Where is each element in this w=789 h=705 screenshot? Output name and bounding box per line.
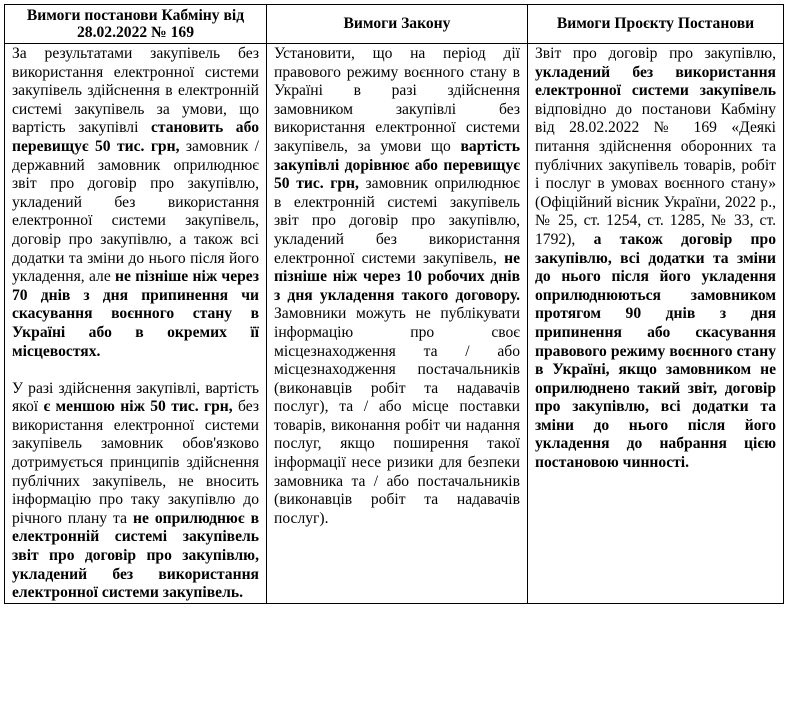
bold-text-run: а також договір про закупівлю, всі додатки та зміни до нього після його укладення оприлюднюються замовником протягом 90 днів з дня припинення або скасування правового режиму воєнного стану в Україні, якщо замовником не оприлюднено такий звіт, договір про закупівлю, всі додатки та зміни до нього після його укладення до набрання цією постановою чинності. xyxy=(535,230,776,472)
bold-text-run: становить або перевищує 50 тис. грн, xyxy=(12,119,259,155)
draft-paragraph xyxy=(535,45,776,473)
text-run: За результатами закупівель без використання електронної системи закупівель здійснення в електронній системі закупівель за умови, що вартість закупівлі xyxy=(12,45,259,137)
header-row xyxy=(5,5,784,44)
text-run: замовник / державний замовник оприлюднює звіт про договір про закупівлю, укладений без використання електронної системи закупівель, договір про закупівлю, а також всі додатки та зміни до нього після його укладення, але xyxy=(12,137,259,286)
comparison-table xyxy=(4,4,784,604)
cell-cabinet-resolution xyxy=(5,44,267,604)
bold-text-run: укладений без використання електронної системи закупівель xyxy=(535,63,776,100)
text-run: Установити, що на період дії правового режиму воєнного стану в Україні в разі здійснення замовником закупівлі без використання електронної системи закупівель, за умови що xyxy=(274,45,520,155)
text-run: Замовники можуть не публікувати інформацію про своє місцезнаходження та / або місцезнаходження постачальників (виконавців робіт та надавачів послуг), та / або місце поставки товарів, виконання робіт чи надання послуг, якщо поширення такої інформації несе ризики для безпеки замовника та / або постачальників (виконавців робіт та надавачів послуг). xyxy=(274,305,520,527)
text-run: без використання електронної системи закупівель замовник обов'язково дотримується принципів здійснення публічних закупівель, не вносить інформацію про таку закупівлю до річного плану та xyxy=(12,398,259,527)
text-run: Звіт про договір про закупівлю, xyxy=(535,45,776,62)
bold-text-run: не пізніше ніж через 10 робочих днів з дня укладення такого договору. xyxy=(274,249,520,304)
cell-law-requirements xyxy=(267,44,528,604)
header-cabinet-resolution: Вимоги постанови Кабміну від 28.02.2022 № 169 xyxy=(5,5,267,44)
bold-text-run: не оприлюднює в електронній системі закупівель звіт про договір про закупівлю, укладений без використання електронної системи закупівель. xyxy=(12,509,259,602)
text-run: замовник оприлюднює в електронній системі закупівель звіт про договір про закупівлю, укладений без використання електронної системи закупівель, xyxy=(274,175,520,267)
bold-text-run: вартість закупівлі дорівнює або перевищує 50 тис. грн, xyxy=(274,137,520,193)
cabinet-paragraph-2 xyxy=(12,380,259,603)
cabinet-paragraph-1 xyxy=(12,45,259,361)
law-paragraph xyxy=(274,45,520,528)
header-law-requirements: Вимоги Закону xyxy=(267,5,528,44)
header-draft-resolution: Вимоги Проєкту Постанови xyxy=(528,5,784,44)
text-run: У разі здійснення закупівлі, вартість якої xyxy=(12,379,259,416)
bold-text-run: не пізніше ніж через 70 днів з дня припинення чи скасування воєнного стану в Україні або в окремих її місцевостях. xyxy=(12,268,259,360)
cell-draft-resolution xyxy=(528,44,784,604)
text-run: відповідно до постанови Кабміну від 28.02.2022 № 169 «Деякі питання здійснення оборонних та публічних закупівель товарів, робіт і послуг в умовах воєнного стану» (Офіційний вісник України, 2022 р., № 25, ст. 1254, ст. 1285, № 33, ст. 1792), xyxy=(535,100,776,248)
table-row xyxy=(5,44,784,604)
bold-text-run: є меншою ніж 50 тис. грн, xyxy=(43,398,233,416)
